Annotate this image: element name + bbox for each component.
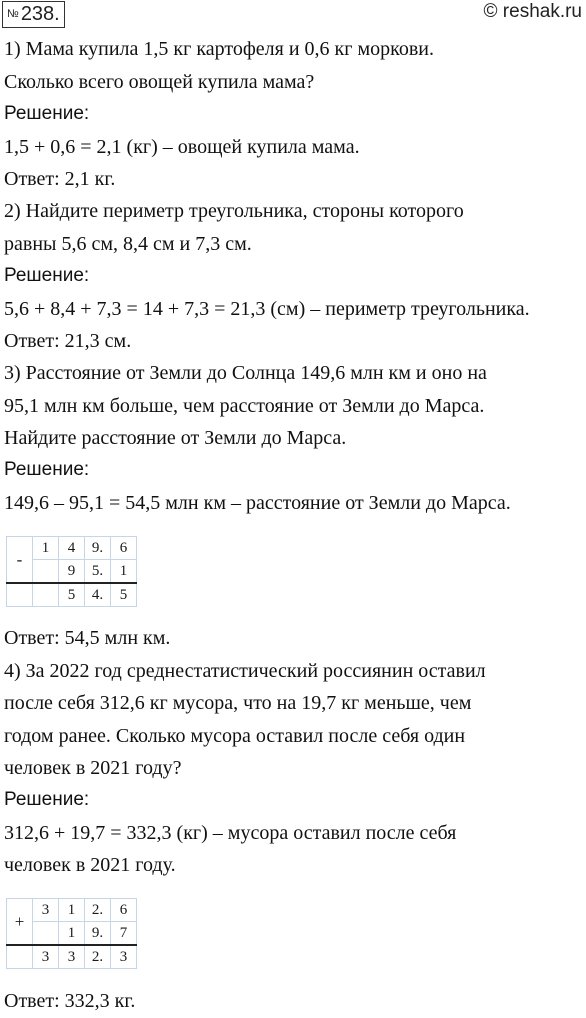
solution-2-expression: 5,6 + 8,4 + 7,3 = 14 + 7,3 = 21,3 (см) – периметр треугольника. [4,298,530,320]
problem-2-text: 2) Найдите периметр треугольника, стороны которого [4,200,464,222]
calc2-cell [7,945,33,969]
problem-3-text-cont: 95,1 млн км больше, чем расстояние от Земли до Марса. [4,395,485,417]
calc1-cell: 4. [85,583,111,607]
solution-3-expression: 149,6 – 95,1 = 54,5 млн км – расстояние от Земли до Марса. [4,492,511,514]
solution-4-heading: Решение: [4,789,90,810]
solution-1-heading: Решение: [4,103,90,124]
answer-1: Ответ: 2,1 кг. [4,168,116,190]
calc1-cell [33,583,59,607]
calc2-cell: 9. [85,922,111,946]
calc2-operator: + [7,899,33,946]
calc2-cell: 1 [59,922,85,946]
calc1-cell: 9. [85,537,111,560]
solution-4-expression-cont: человек в 2021 году. [4,854,176,876]
calc2-row-result [7,945,137,969]
calc1-operator: - [7,537,33,584]
calc1-row-result [7,583,137,607]
answer-2: Ответ: 21,3 см. [4,330,132,352]
calc2-row-addend-1 [7,899,137,922]
calc1-cell: 9 [59,560,85,584]
task-number-badge [2,1,65,28]
solution-2-heading: Решение: [4,265,90,286]
problem-4-text: 4) За 2022 год среднестатистический россиянин оставил [4,660,486,682]
calc1-cell: 5 [111,583,137,607]
solution-1-expression: 1,5 + 0,6 = 2,1 (кг) – овощей купила мама. [4,136,360,158]
problem-4-text-cont: после себя 312,6 кг мусора, что на 19,7 кг меньше, чем [4,692,472,714]
problem-1-text: 1) Мама купила 1,5 кг картофеля и 0,6 кг моркови. [4,38,434,60]
number-sign: № [7,8,19,20]
solution-4-expression: 312,6 + 19,7 = 332,3 (кг) – мусора оставил после себя [4,822,457,844]
calc1-cell: 1 [111,560,137,584]
column-subtraction [6,536,137,607]
problem-3-question: Найдите расстояние от Земли до Марса. [4,427,347,449]
problem-1-question: Сколько всего овощей купила мама? [4,71,315,93]
calc1-cell: 1 [33,537,59,560]
calc1-cell: 4 [59,537,85,560]
problem-4-question-cont: человек в 2021 году? [4,757,182,779]
calc2-cell: 3 [33,945,59,969]
problem-2-text-cont: равны 5,6 см, 8,4 см и 7,3 см. [4,233,252,255]
calc2-cell: 3 [59,945,85,969]
calc2-cell: 1 [59,899,85,922]
calc2-cell [33,922,59,946]
calc1-cell [7,583,33,607]
calc1-cell: 5 [59,583,85,607]
calc2-cell: 2. [85,945,111,969]
problem-4-question: годом ранее. Сколько мусора оставил после себя один [4,725,466,747]
calc1-cell [33,560,59,584]
calc2-cell: 7 [111,922,137,946]
calc2-cell: 2. [85,899,111,922]
calc1-cell: 5. [85,560,111,584]
solution-3-heading: Решение: [4,459,90,480]
calc1-cell: 6 [111,537,137,560]
calc1-row-minuend [7,537,137,560]
calc2-cell: 3 [33,899,59,922]
calc2-cell: 3 [111,945,137,969]
calc2-cell: 6 [111,899,137,922]
problem-3-text: 3) Расстояние от Земли до Солнца 149,6 млн км и оно на [4,362,487,384]
answer-3: Ответ: 54,5 млн км. [4,627,171,649]
task-number: 238. [20,3,60,25]
answer-4: Ответ: 332,3 кг. [4,990,136,1012]
column-addition [6,898,137,969]
copyright-label: © reshak.ru [483,1,582,22]
